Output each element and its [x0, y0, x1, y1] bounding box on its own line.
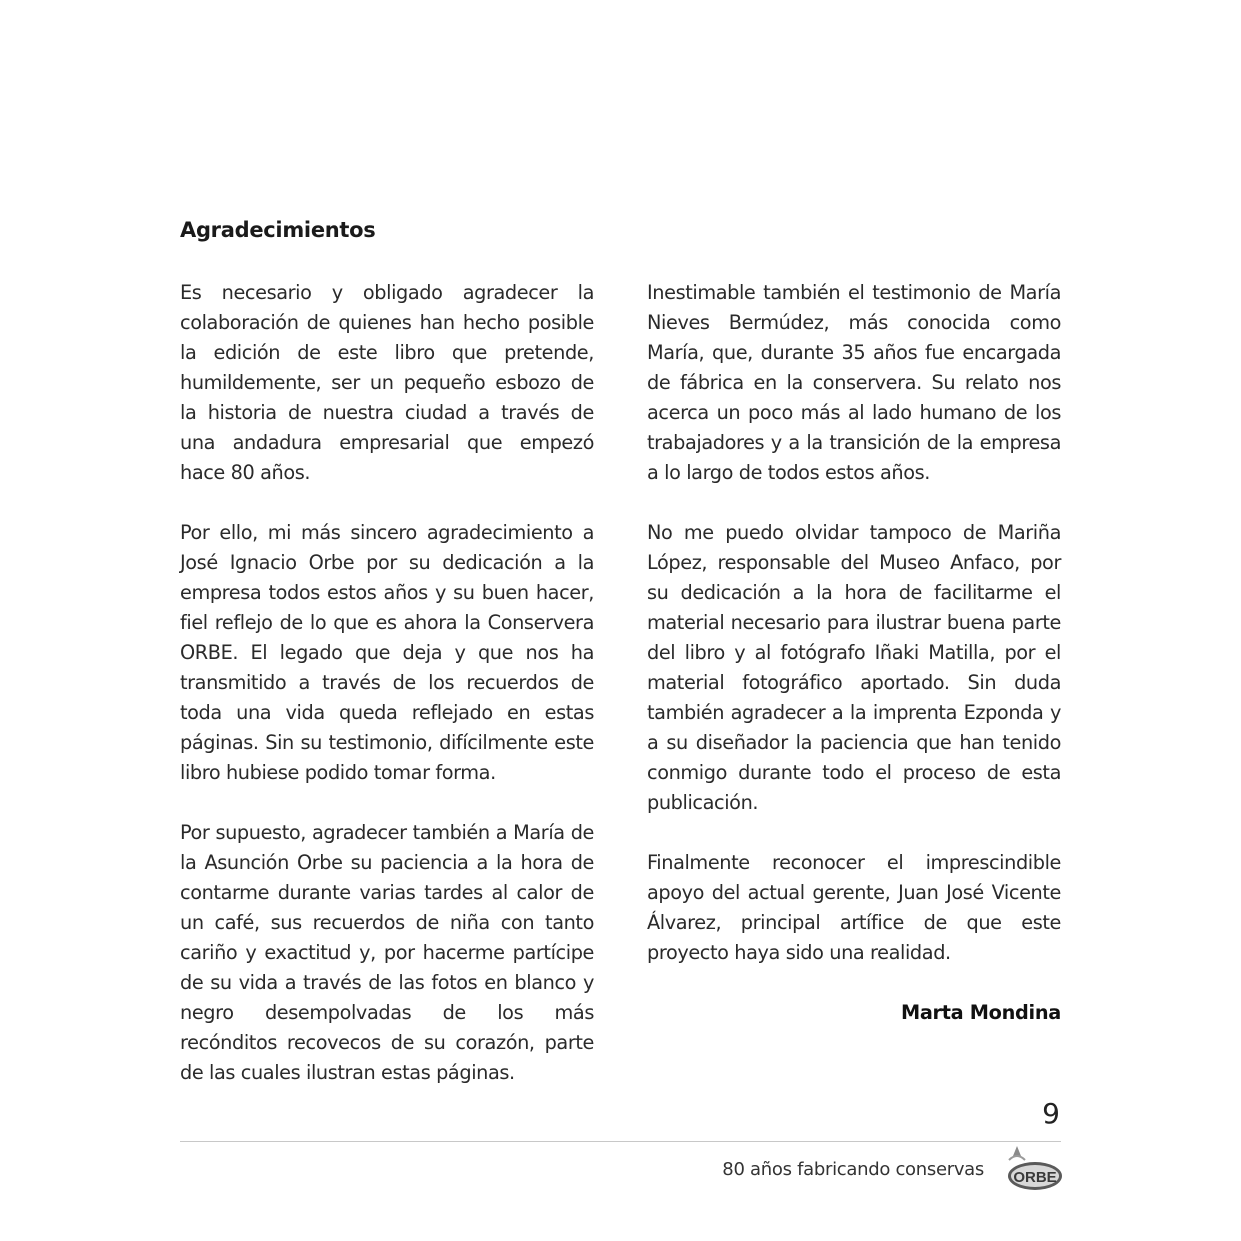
page-number: 9	[1042, 1097, 1060, 1130]
section-heading: Agradecimientos	[180, 218, 376, 242]
paragraph: Es necesario y obligado agradecer la colaboración de quienes han hecho posible la edición de este libro que pretende, humildemente, ser un pequeño esbozo de la historia de nuestra ciudad a través de una andadura empresarial que empezó hace 80 años.	[180, 281, 594, 484]
right-column	[647, 278, 1061, 1028]
footer-divider	[180, 1141, 1061, 1142]
logo-text: ORBE	[1013, 1169, 1057, 1186]
paragraph: Por supuesto, agradecer también a María de la Asunción Orbe su paciencia a la hora de contarme durante varias tardes al calor de un café, sus recuerdos de niña con tanto cariño y exactitud y, por hacerme partícipe de su vida a través de las fotos en blanco y negro desempolvadas de los más recónditos recovecos de su corazón, parte de las cuales ilustran estas páginas.	[180, 821, 594, 1084]
paragraph: Finalmente reconocer el imprescindible apoyo del actual gerente, Juan José Vicente Álvarez, principal artífice de que este proyecto haya sido una realidad.	[647, 851, 1061, 964]
orbe-logo-icon	[1003, 1142, 1063, 1192]
signature: Marta Mondina	[900, 1001, 1061, 1024]
logo-emblem	[1013, 1146, 1021, 1156]
paragraph: Inestimable también el testimonio de María Nieves Bermúdez, más conocida como María, que, durante 35 años fue encargada de fábrica en la conservera. Su relato nos acerca un poco más al lado humano de los trabajadores y a la transición de la empresa a lo largo de todos estos años.	[647, 281, 1061, 484]
paragraph: Por ello, mi más sincero agradecimiento a José Ignacio Orbe por su dedicación a la empresa todos estos años y su buen hacer, fiel reflejo de lo que es ahora la Conservera ORBE. El legado que deja y que nos ha transmitido a través de los recuerdos de toda una vida queda reflejado en estas páginas. Sin su testimonio, difícilmente este libro hubiese podido tomar forma.	[180, 521, 594, 784]
paragraph: No me puedo olvidar tampoco de Mariña López, responsable del Museo Anfaco, por su dedicación a la hora de facilitarme el material necesario para ilustrar buena parte del libro y al fotógrafo Iñaki Matilla, por el material fotográfico aportado. Sin duda también agradecer a la imprenta Ezponda y a su diseñador la paciencia que han tenido conmigo durante todo el proceso de esta publicación.	[647, 521, 1061, 814]
footer-title: 80 años fabricando conservas	[722, 1159, 984, 1180]
left-column	[180, 278, 594, 1118]
